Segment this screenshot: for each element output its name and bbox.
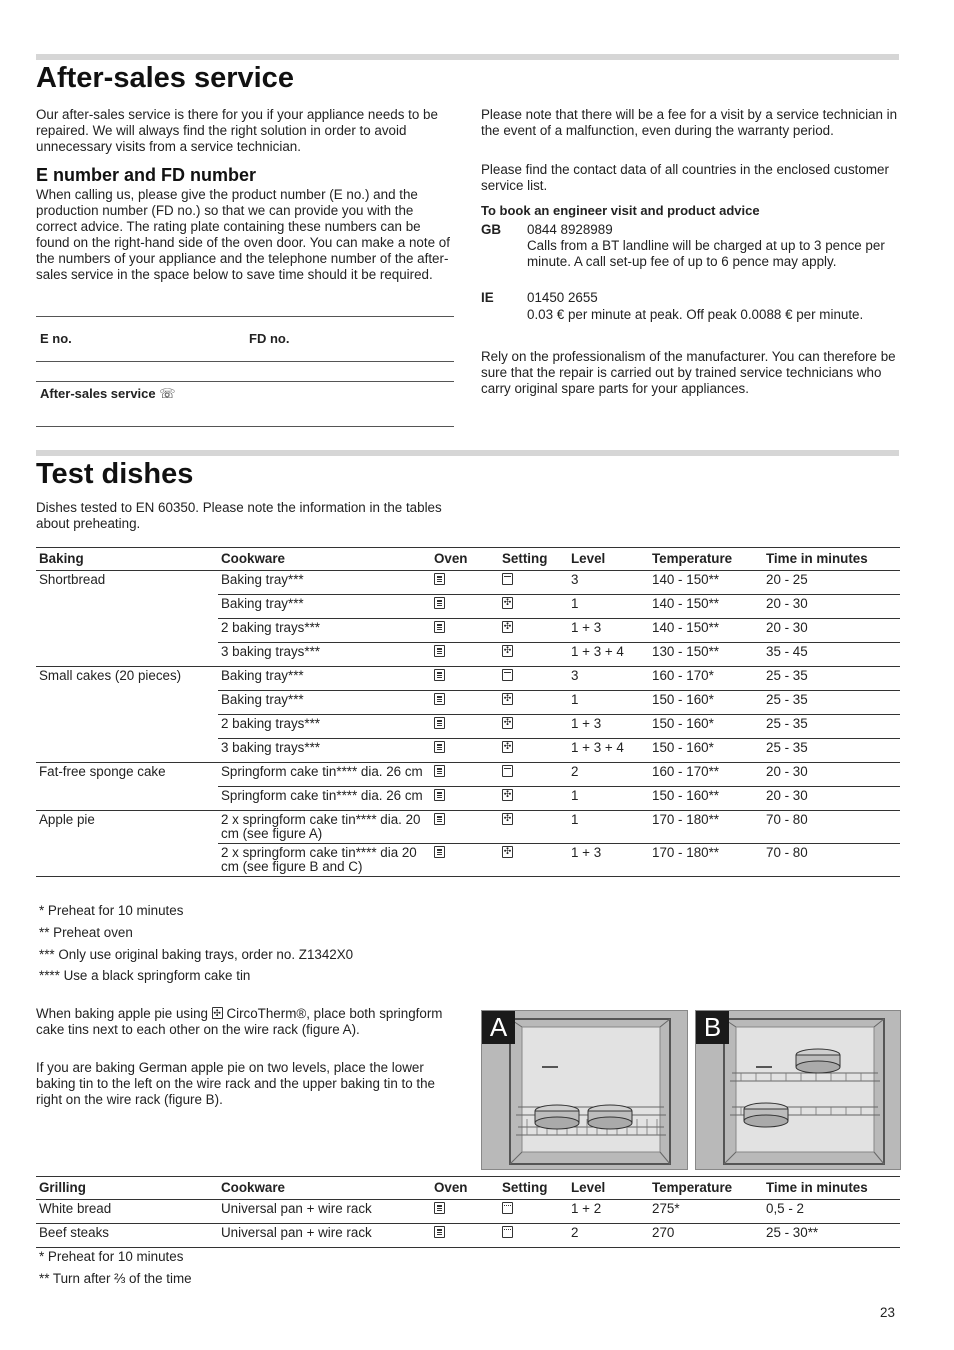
oven-icon xyxy=(434,693,445,705)
table-row xyxy=(36,667,900,691)
oven-icon xyxy=(434,621,445,633)
table-cell: 170 - 180** xyxy=(649,811,763,844)
column-header: Cookware xyxy=(218,548,431,571)
grill-icon xyxy=(502,1226,513,1238)
table-cell: 2 baking trays*** xyxy=(218,715,431,739)
grill-footnote-1: * Preheat for 10 minutes xyxy=(39,1249,184,1264)
table-cell: 25 - 30** xyxy=(763,1224,900,1248)
table-cell: 1 + 3 xyxy=(568,619,649,643)
circotherm-icon xyxy=(502,741,513,753)
apple-text-1 xyxy=(36,1006,456,1038)
after-sales-title: After-sales service xyxy=(36,62,294,94)
setting-cell xyxy=(499,691,568,715)
top-rule xyxy=(36,54,899,60)
top-bottom-heat-icon xyxy=(502,669,513,681)
table-cell: 35 - 45 xyxy=(763,643,900,667)
table-row xyxy=(36,1200,900,1224)
oven-icon xyxy=(434,1226,445,1238)
table-cell: 2 xyxy=(568,763,649,787)
table-cell: 150 - 160** xyxy=(649,787,763,811)
oven-icon xyxy=(434,813,445,825)
baking-table xyxy=(36,547,900,877)
table-cell: 270 xyxy=(649,1224,763,1248)
oven-cell xyxy=(431,643,499,667)
table-cell: 2 xyxy=(568,1224,649,1248)
table-cell xyxy=(36,643,218,667)
table-cell: Universal pan + wire rack xyxy=(218,1200,431,1224)
table-cell: Fat-free sponge cake xyxy=(36,763,218,787)
oven-icon xyxy=(434,789,445,801)
column-header: Oven xyxy=(431,1177,499,1200)
column-header: Temperature xyxy=(649,548,763,571)
table-cell: 1 + 3 xyxy=(568,715,649,739)
table-cell: 1 + 3 + 4 xyxy=(568,739,649,763)
table-cell: 140 - 150** xyxy=(649,571,763,595)
ie-code: IE xyxy=(481,290,494,305)
table-cell: 275* xyxy=(649,1200,763,1224)
setting-cell xyxy=(499,595,568,619)
setting-cell xyxy=(499,1224,568,1248)
table-cell: Springform cake tin**** dia. 26 cm xyxy=(218,763,431,787)
oven-cell xyxy=(431,691,499,715)
table-cell: 150 - 160* xyxy=(649,715,763,739)
oven-cell xyxy=(431,1224,499,1248)
oven-cell xyxy=(431,715,499,739)
table-cell: 150 - 160* xyxy=(649,739,763,763)
figure-a xyxy=(481,1010,688,1170)
apple-text-1b: CircoTherm®, place both springform cake tins next to each other on the wire rack (figure A). xyxy=(36,1006,443,1037)
table-row xyxy=(36,844,900,877)
setting-cell xyxy=(499,739,568,763)
oven-icon xyxy=(434,1202,445,1214)
figure-a-label: A xyxy=(482,1011,515,1044)
table-cell: Baking tray*** xyxy=(218,595,431,619)
grill-header-row xyxy=(36,1177,900,1200)
setting-cell xyxy=(499,571,568,595)
oven-icon xyxy=(434,597,445,609)
setting-cell xyxy=(499,763,568,787)
oven-cell xyxy=(431,1200,499,1224)
test-rule xyxy=(36,450,899,456)
circotherm-icon xyxy=(502,597,513,609)
table-cell: Baking tray*** xyxy=(218,571,431,595)
baking-header-row xyxy=(36,548,900,571)
table-cell: Shortbread xyxy=(36,571,218,595)
fd-no-label: FD no. xyxy=(249,331,290,346)
table-cell xyxy=(36,715,218,739)
setting-cell xyxy=(499,715,568,739)
setting-cell xyxy=(499,787,568,811)
table-cell: 160 - 170** xyxy=(649,763,763,787)
column-header: Oven xyxy=(431,548,499,571)
table-cell: 1 + 3 + 4 xyxy=(568,643,649,667)
table-cell: 1 xyxy=(568,811,649,844)
oven-icon xyxy=(434,645,445,657)
table-cell xyxy=(36,787,218,811)
column-header: Time in minutes xyxy=(763,548,900,571)
table-cell xyxy=(36,844,218,877)
circotherm-icon xyxy=(212,1007,223,1019)
service-label-text: After-sales service xyxy=(40,386,156,401)
baking-footnote-2: ** Preheat oven xyxy=(39,925,133,940)
phone-icon: ☏ xyxy=(159,386,176,401)
form-line-1 xyxy=(36,316,454,317)
setting-cell xyxy=(499,1200,568,1224)
table-cell: 150 - 160* xyxy=(649,691,763,715)
table-row xyxy=(36,811,900,844)
contact-note: Please find the contact data of all countries in the enclosed customer service list. xyxy=(481,162,889,193)
oven-cell xyxy=(431,811,499,844)
apple-text-1a: When baking apple pie using xyxy=(36,1006,208,1021)
table-cell: 160 - 170* xyxy=(649,667,763,691)
figure-b-label: B xyxy=(696,1011,729,1044)
baking-footnote-1: * Preheat for 10 minutes xyxy=(39,903,184,918)
table-cell: 20 - 25 xyxy=(763,571,900,595)
table-cell: 3 xyxy=(568,571,649,595)
apple-text-2: If you are baking German apple pie on two levels, place the lower baking tin to the left on the wire rack and the upper baking tin to the right on the wire rack (figure B). xyxy=(36,1060,435,1107)
grill-icon xyxy=(502,1202,513,1214)
table-cell xyxy=(36,619,218,643)
table-cell: 1 xyxy=(568,691,649,715)
top-bottom-heat-icon xyxy=(502,573,513,585)
table-cell: 20 - 30 xyxy=(763,763,900,787)
table-cell: 25 - 35 xyxy=(763,667,900,691)
test-dishes-title: Test dishes xyxy=(36,458,194,490)
circotherm-icon xyxy=(502,813,513,825)
enumber-text: When calling us, please give the product number (E no.) and the production number (FD no.) so that we can provide you with the correct advice. The rating plate containing these numbers can be found on the right-hand side of the oven door. You can make a note of the numbers of your appliance and the telephone number of the after-sales service in the space below to save time should it be required. xyxy=(36,187,450,282)
circotherm-icon xyxy=(502,789,513,801)
table-cell: Small cakes (20 pieces) xyxy=(36,667,218,691)
column-header: Time in minutes xyxy=(763,1177,900,1200)
column-header: Grilling xyxy=(36,1177,218,1200)
setting-cell xyxy=(499,844,568,877)
table-cell: 1 + 2 xyxy=(568,1200,649,1224)
setting-cell xyxy=(499,619,568,643)
form-line-2 xyxy=(36,361,454,362)
e-no-label: E no. xyxy=(40,331,72,346)
figure-b xyxy=(695,1010,901,1170)
table-cell: 3 baking trays*** xyxy=(218,739,431,763)
setting-cell xyxy=(499,811,568,844)
oven-cell xyxy=(431,739,499,763)
table-row xyxy=(36,1224,900,1248)
table-cell: 20 - 30 xyxy=(763,787,900,811)
table-row xyxy=(36,691,900,715)
table-cell: Springform cake tin**** dia. 26 cm xyxy=(218,787,431,811)
fee-note: Please note that there will be a fee for a visit by a service technician in the event of a malfunction, even during the warranty period. xyxy=(481,107,898,138)
table-cell: 1 + 3 xyxy=(568,844,649,877)
grill-footnote-2: ** Turn after ⅔ of the time xyxy=(39,1271,192,1286)
table-cell: 70 - 80 xyxy=(763,844,900,877)
after-sales-intro: Our after-sales service is there for you if your appliance needs to be repaired. We will always find the right solution in order to avoid unnecessary visits from a service technician. xyxy=(36,107,438,154)
table-row xyxy=(36,619,900,643)
grill-table xyxy=(36,1176,900,1248)
setting-cell xyxy=(499,667,568,691)
oven-icon xyxy=(434,717,445,729)
table-cell: 1 xyxy=(568,787,649,811)
table-cell: Universal pan + wire rack xyxy=(218,1224,431,1248)
baking-footnote-3: *** Only use original baking trays, order no. Z1342X0 xyxy=(39,947,354,962)
column-header: Level xyxy=(568,548,649,571)
table-row xyxy=(36,571,900,595)
circotherm-icon xyxy=(502,846,513,858)
enumber-heading: E number and FD number xyxy=(36,165,257,185)
table-cell: Baking tray*** xyxy=(218,667,431,691)
table-cell: 20 - 30 xyxy=(763,619,900,643)
table-cell: 2 x springform cake tin**** dia. 20 cm (see figure A) xyxy=(218,811,431,844)
circotherm-icon xyxy=(502,645,513,657)
table-cell: 140 - 150** xyxy=(649,595,763,619)
table-cell: 140 - 150** xyxy=(649,619,763,643)
gb-number: 0844 8928989 xyxy=(527,222,613,237)
oven-cell xyxy=(431,595,499,619)
table-row xyxy=(36,763,900,787)
table-row xyxy=(36,643,900,667)
oven-cell xyxy=(431,787,499,811)
setting-cell xyxy=(499,643,568,667)
service-label xyxy=(40,386,176,402)
table-cell: White bread xyxy=(36,1200,218,1224)
table-cell: 0,5 - 2 xyxy=(763,1200,900,1224)
oven-cell xyxy=(431,571,499,595)
top-bottom-heat-icon xyxy=(502,765,513,777)
table-cell: Apple pie xyxy=(36,811,218,844)
baking-footnote-4: **** Use a black springform cake tin xyxy=(39,968,251,983)
table-cell: 3 xyxy=(568,667,649,691)
column-header: Temperature xyxy=(649,1177,763,1200)
circotherm-icon xyxy=(502,717,513,729)
page-number: 23 xyxy=(880,1305,895,1320)
table-cell: 130 - 150** xyxy=(649,643,763,667)
column-header: Level xyxy=(568,1177,649,1200)
column-header: Baking xyxy=(36,548,218,571)
oven-cell xyxy=(431,844,499,877)
table-cell: Baking tray*** xyxy=(218,691,431,715)
table-cell: 25 - 35 xyxy=(763,739,900,763)
oven-cell xyxy=(431,763,499,787)
oven-icon xyxy=(434,846,445,858)
circotherm-icon xyxy=(502,693,513,705)
rely-text: Rely on the professionalism of the manufacturer. You can therefore be sure that the repair is carried out by trained service technicians who carry original spare parts for your appliances. xyxy=(481,349,896,396)
test-dishes-intro: Dishes tested to EN 60350. Please note the information in the tables about preheating. xyxy=(36,500,442,531)
table-row xyxy=(36,715,900,739)
gb-code: GB xyxy=(481,222,502,237)
gb-detail: Calls from a BT landline will be charged at up to 3 pence per minute. A call set-up fee of up to 6 pence may apply. xyxy=(527,238,885,269)
table-cell: 2 baking trays*** xyxy=(218,619,431,643)
form-line-4 xyxy=(36,426,454,427)
table-cell: 170 - 180** xyxy=(649,844,763,877)
table-cell: 70 - 80 xyxy=(763,811,900,844)
form-line-3 xyxy=(36,381,454,382)
table-row xyxy=(36,787,900,811)
column-header: Setting xyxy=(499,1177,568,1200)
ie-detail: 0.03 € per minute at peak. Off peak 0.0088 € per minute. xyxy=(527,307,864,322)
oven-icon xyxy=(434,765,445,777)
table-cell: 25 - 35 xyxy=(763,691,900,715)
table-cell xyxy=(36,691,218,715)
table-row xyxy=(36,739,900,763)
table-cell: 25 - 35 xyxy=(763,715,900,739)
book-heading: To book an engineer visit and product advice xyxy=(481,203,760,218)
table-cell xyxy=(36,739,218,763)
oven-icon xyxy=(434,741,445,753)
table-cell xyxy=(36,595,218,619)
column-header: Cookware xyxy=(218,1177,431,1200)
table-cell: 3 baking trays*** xyxy=(218,643,431,667)
ie-number: 01450 2655 xyxy=(527,290,598,305)
table-cell: 1 xyxy=(568,595,649,619)
oven-cell xyxy=(431,667,499,691)
oven-icon xyxy=(434,669,445,681)
table-row xyxy=(36,595,900,619)
table-cell: Beef steaks xyxy=(36,1224,218,1248)
oven-cell xyxy=(431,619,499,643)
oven-icon xyxy=(434,573,445,585)
circotherm-icon xyxy=(502,621,513,633)
table-cell: 20 - 30 xyxy=(763,595,900,619)
column-header: Setting xyxy=(499,548,568,571)
table-cell: 2 x springform cake tin**** dia 20 cm (see figure B and C) xyxy=(218,844,431,877)
